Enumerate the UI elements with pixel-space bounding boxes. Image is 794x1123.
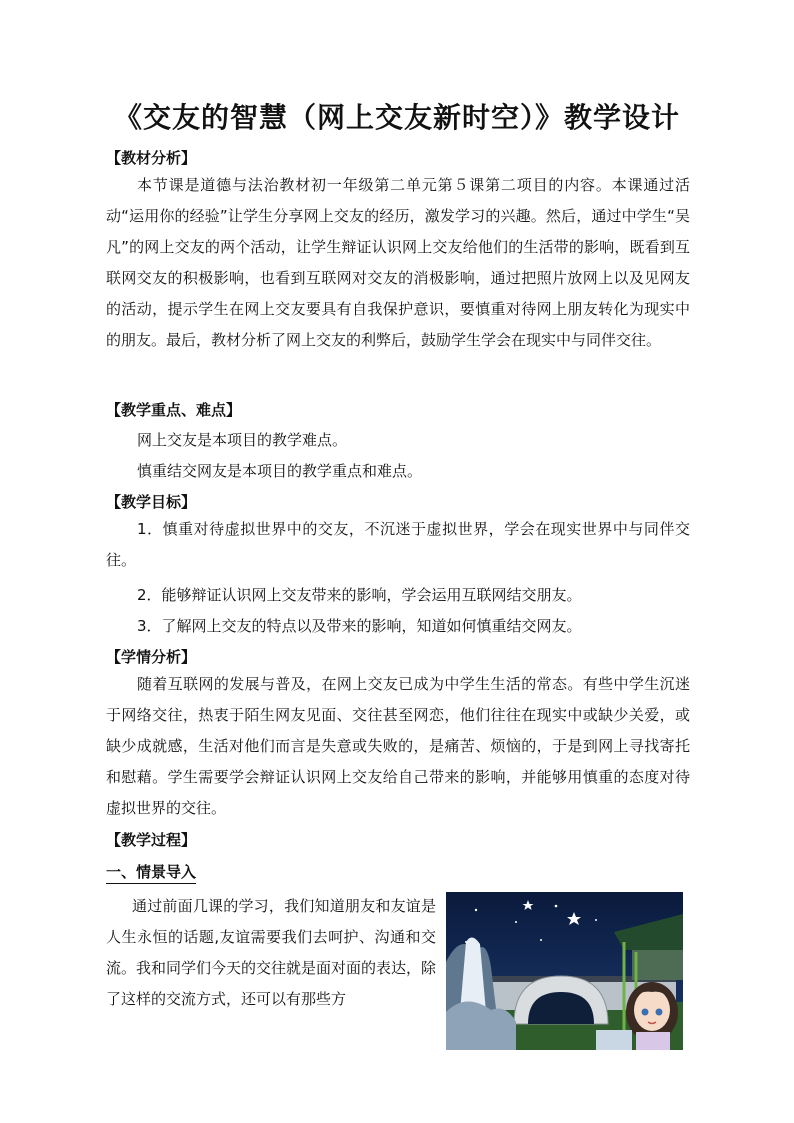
key-points-line-2: 慎重结交网友是本项目的教学重点和难点。 [137,462,423,480]
heading-teaching-goals: 【教学目标】 [106,493,197,511]
key-points-line-1: 网上交友是本项目的教学难点。 [137,431,348,449]
goal-item-3: 3．了解网上交友的特点以及带来的影响，知道如何慎重结交网友。 [137,617,582,635]
night-garden-illustration [446,892,683,1050]
heading-key-points: 【教学重点、难点】 [106,401,242,419]
goal-item-1: 1．慎重对待虚拟世界中的交友，不沉迷于虚拟世界，学会在现实世界中与同伴交往。 [106,520,690,569]
goal-item-2: 2．能够辩证认识网上交友带来的影响，学会运用互联网结交朋友。 [137,586,582,604]
heading-student-analysis: 【学情分析】 [106,648,197,666]
material-analysis-text: 本节课是道德与法治教材初一年级第二单元第５课第二项目的内容。本课通过活动“运用你的经验”让学生分享网上交友的经历，激发学习的兴趣。然后，通过中学生“吴凡”的网上交友的两个活动，让学生辩证认识网上交友给他们的生活带的影响，既看到互联网交友的积极影响，也看到互联网对交友的消极影响，通过把照片放网上以及见网友的活动，提示学生在网上交友要具有自我保护意识，要慎重对待网上朋友转化为现实中的朋友。最后，教材分析了网上交友的利弊后，鼓励学生学会在现实中与同伴交往。 [106,176,690,349]
subheading-scenario-intro: 一、情景导入 [106,861,196,884]
scenario-intro-text: 通过前面几课的学习，我们知道朋友和友谊是人生永恒的话题,友谊需要我们去呵护、沟通和交流。我和同学们今天的交往就是面对面的表达，除了这样的交流方式，还可以有那些方 [106,897,437,1008]
document-title: 《交友的智慧（网上交友新时空）》教学设计 [113,101,680,134]
heading-teaching-process: 【教学过程】 [106,831,197,849]
student-analysis-text: 随着互联网的发展与普及，在网上交友已成为中学生生活的常态。有些中学生沉迷于网络交往，热衷于陌生网友见面、交往甚至网恋，他们往往在现实中或缺少关爱，或缺少成就感，生活对他们而言是失意或失败的，是痛苦、烦恼的，于是到网上寻找寄托和慰藉。学生需要学会辩证认识网上交友给自己带来的影响，并能够用慎重的态度对待虚拟世界的交往。 [106,675,690,817]
heading-material-analysis: 【教材分析】 [106,149,197,167]
